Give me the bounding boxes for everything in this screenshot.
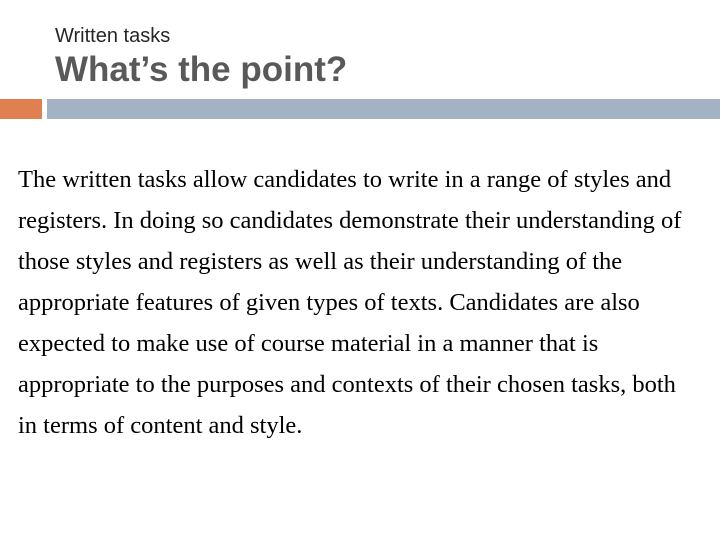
- header-rule-bar: [47, 99, 720, 119]
- body-paragraph: The written tasks allow candidates to write in a range of styles and registers. In doing so candidates demonstrate their understanding of those styles and registers as well as their understanding of the appropriate features of given types of texts. Candidates are also expected to make use of course material in a manner that is appropriate to the purposes and contexts of their chosen tasks, both in terms of content and style.: [18, 166, 682, 439]
- accent-bar: [0, 99, 42, 119]
- slide-title: What’s the point?: [55, 50, 348, 89]
- slide-subtitle: Written tasks: [55, 25, 171, 47]
